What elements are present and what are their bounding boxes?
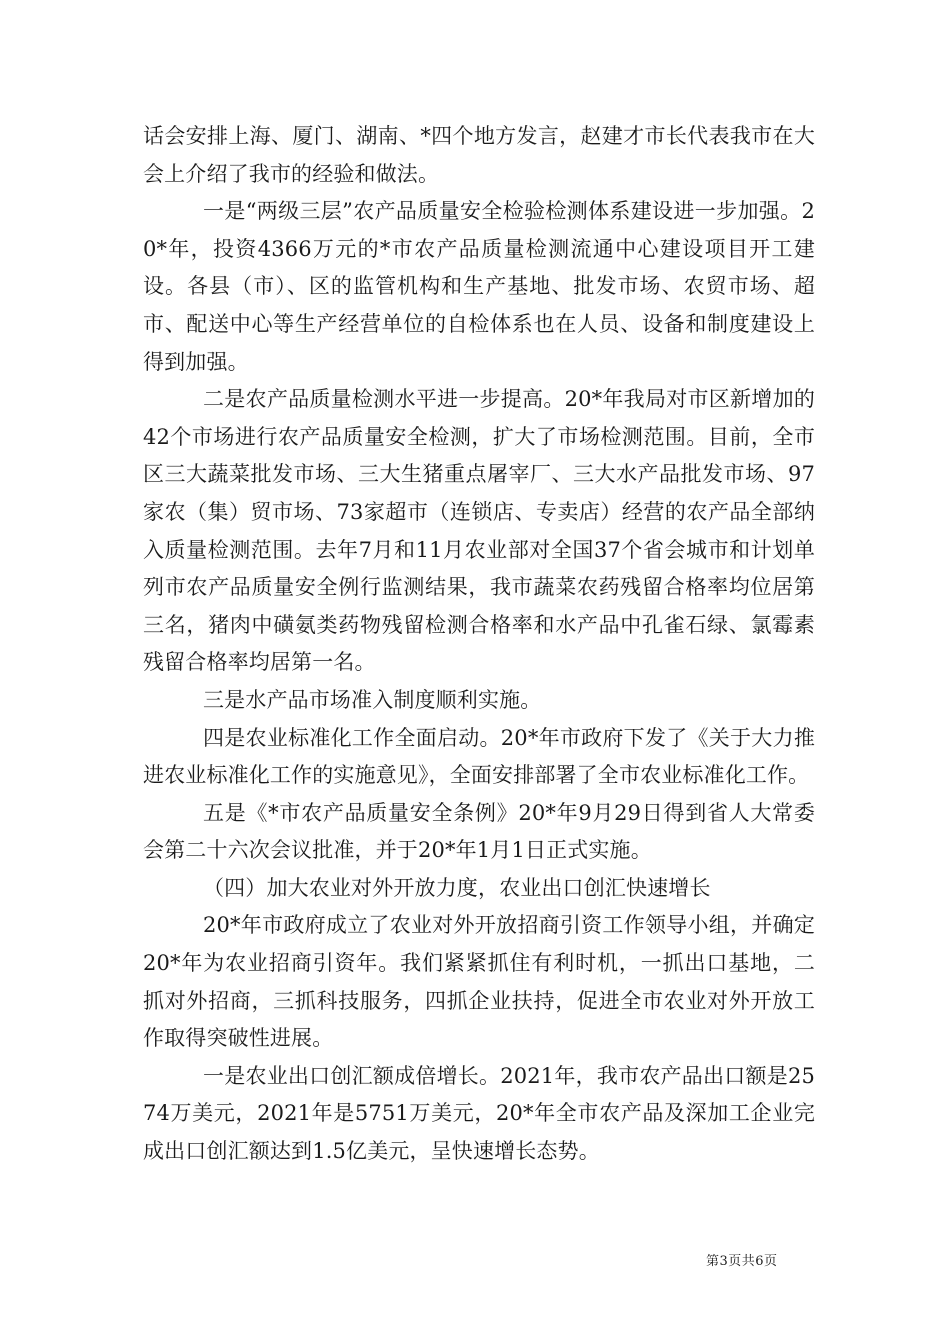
paragraph-item-five: 五是《*市农产品质量安全条例》20*年9月29日得到省人大常委会第二十六次会议批准，并于20*年1月1日正式实施。 bbox=[143, 800, 815, 863]
paragraph-item-one: 一是“两级三层”农产品质量安全检验检测体系建设进一步加强。20*年，投资4366万元的*市农产品质量检测流通中心建设项目开工建设。各县（市）、区的监管机构和生产基地、批发市场、农贸市场、超市、配送中心等生产经营单位的自检体系也在人员、设备和制度建设上得到加强。 bbox=[143, 199, 815, 374]
paragraph-item-two: 二是农产品质量检测水平进一步提高。20*年我局对市区新增加的42个市场进行农产品质量安全检测，扩大了市场检测范围。目前，全市区三大蔬菜批发市场、三大生猪重点屠宰厂、三大水产品批发市场、97家农（集）贸市场、73家超市（连锁店、专卖店）经营的农产品全部纳入质量检测范围。去年7月和11月农业部对全国37个省会城市和计划单列市农产品质量安全例行监测结果，我市蔬菜农药残留合格率均位居第三名，猪肉中磺氨类药物残留检测合格率和水产品中孔雀石绿、氯霉素残留合格率均居第一名。 bbox=[143, 387, 815, 675]
paragraph-item-three: 三是水产品市场准入制度顺利实施。 bbox=[203, 687, 542, 712]
paragraph-export-growth: 一是农业出口创汇额成倍增长。2021年，我市农产品出口额是2574万美元，2021年是5751万美元，20*年全市农产品及深加工企业完成出口创汇额达到1.5亿美元，呈快速增长态势。 bbox=[143, 1063, 815, 1164]
section-heading: （四）加大农业对外开放力度，农业出口创汇快速增长 bbox=[203, 875, 711, 900]
document-body bbox=[143, 118, 815, 1171]
paragraph-continuation: 话会安排上海、厦门、湖南、*四个地方发言，赵建才市长代表我市在大会上介绍了我市的经验和做法。 bbox=[143, 124, 815, 186]
page-indicator: 第3页共6页 bbox=[706, 1254, 778, 1269]
paragraph-item-four: 四是农业标准化工作全面启动。20*年市政府下发了《关于大力推进农业标准化工作的实施意见》，全面安排部署了全市农业标准化工作。 bbox=[143, 725, 815, 788]
paragraph-section-intro: 20*年市政府成立了农业对外开放招商引资工作领导小组，并确定20*年为农业招商引资年。我们紧紧抓住有利时机，一抓出口基地，二抓对外招商，三抓科技服务，四抓企业扶持，促进全市农业对外开放工作取得突破性进展。 bbox=[143, 913, 815, 1051]
